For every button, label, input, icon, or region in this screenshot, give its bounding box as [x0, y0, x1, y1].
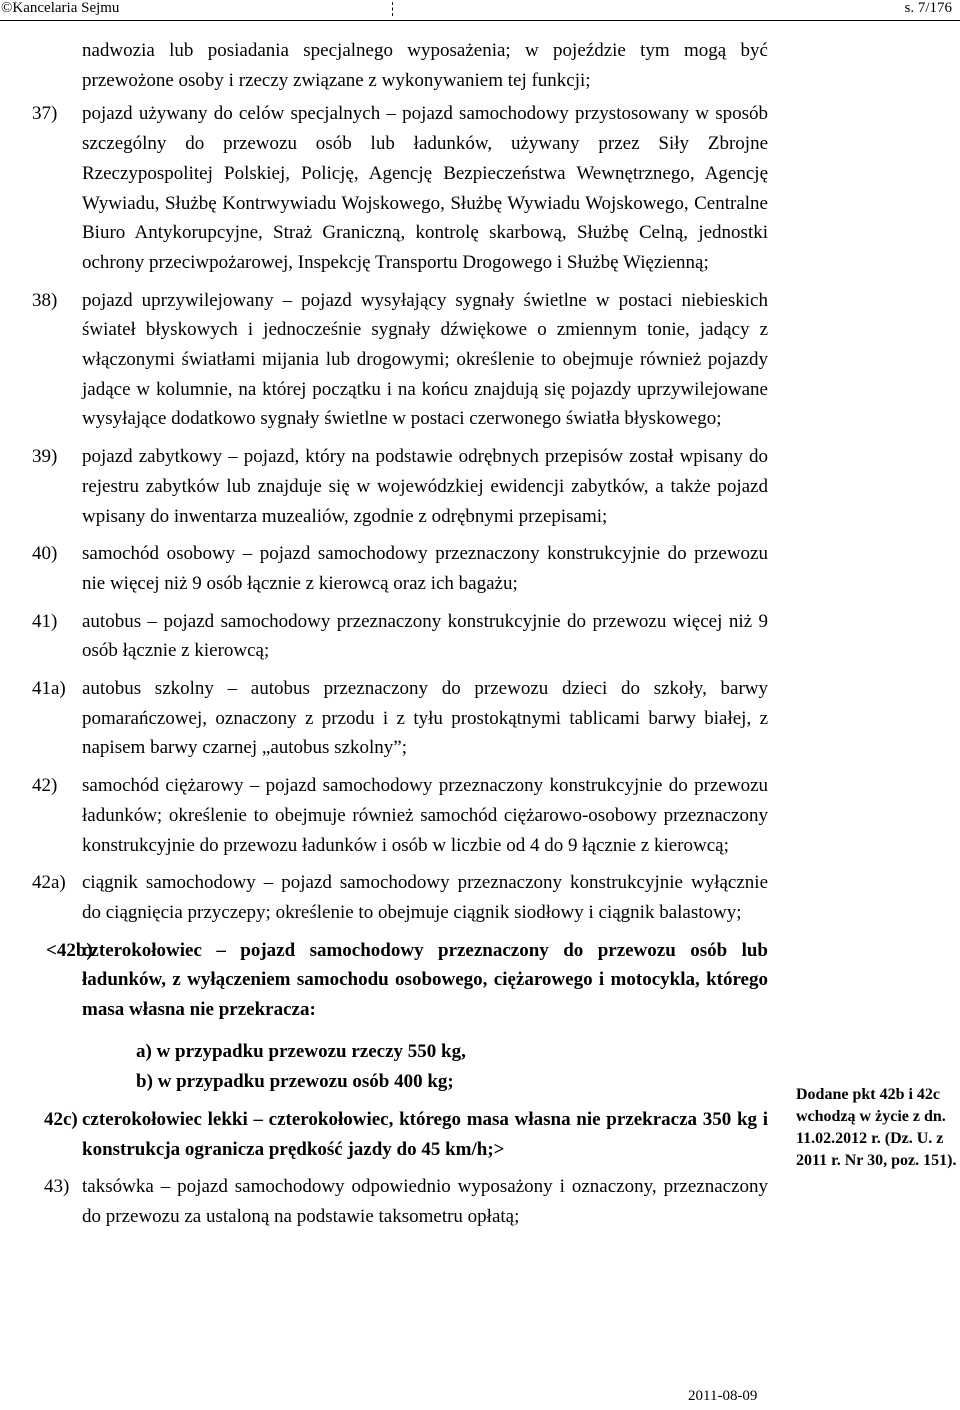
list-item-41a — [32, 674, 768, 763]
page-header — [0, 0, 960, 21]
list-item-42c — [32, 1105, 768, 1164]
item-number: 42c) — [44, 1108, 78, 1130]
margin-note: Dodane pkt 42b i 42c wchodzą w życie z dn. 11.02.2012 r. (Dz. U. z 2011 r. Nr 30, poz. 151). — [796, 1086, 957, 1169]
sublist-item-b: b) w przypadku przewozu osób 400 kg; — [136, 1070, 454, 1092]
item-number: 41a) — [32, 678, 66, 700]
list-item-40 — [32, 539, 768, 598]
item-text: pojazd zabytkowy – pojazd, który na podstawie odrębnych przepisów został wpisany do rejestru zabytków lub znajduje się w wojewódzkiej ewidencji zabytków, a także pojazd wpisany do inwentarza muzealiów, zgodnie z odrębnymi przepisami; — [82, 446, 768, 527]
amendment-block — [32, 936, 768, 1165]
item-number: 37) — [32, 103, 58, 125]
item-number: 42a) — [32, 872, 66, 894]
footer-date: 2011-08-09 — [688, 1388, 758, 1404]
header-page-number: s. 7/176 — [904, 0, 952, 16]
list-item-39 — [32, 442, 768, 531]
document-body — [32, 36, 768, 1232]
list-item-42a — [32, 868, 768, 927]
sublist — [32, 1037, 768, 1097]
list-item-42 — [32, 771, 768, 860]
list-item-41 — [32, 607, 768, 666]
item-number: 39) — [32, 446, 58, 468]
item-number: 40) — [32, 543, 58, 565]
intro-paragraph: nadwozia lub posiadania specjalnego wyposażenia; w pojeździe tym mogą być przewożone osoby i rzeczy związane z wykonywaniem tej funkcji; — [82, 40, 768, 91]
item-text: autobus – pojazd samochodowy przeznaczony konstrukcyjnie do przewozu więcej niż 9 osób łącznie z kierowcą; — [82, 610, 768, 662]
item-number: 38) — [32, 289, 58, 311]
sublist-item-a: a) w przypadku przewozu rzeczy 550 kg, — [136, 1040, 466, 1062]
item-text: samochód osobowy – pojazd samochodowy przeznaczony konstrukcyjnie do przewozu nie więcej niż 9 osób łącznie z kierowcą oraz ich bagażu; — [82, 543, 768, 594]
header-copyright: ©Kancelaria Sejmu — [1, 0, 120, 16]
item-text: czterokołowiec lekki – czterokołowiec, którego masa własna nie przekracza 350 kg i konstrukcja ogranicza prędkość jazdy do 45 km/h;> — [82, 1108, 768, 1160]
list-item-43 — [32, 1172, 768, 1231]
header-divider — [392, 2, 394, 16]
item-text: pojazd uprzywilejowany – pojazd wysyłający sygnały świetlne w postaci niebieskich świateł błyskowych i jednocześnie sygnały dźwiękowe o zmiennym tonie, jadący z włączonymi światłami mijania lub drogowymi; określenie to obejmuje również pojazdy jadące w kolumnie, na której początku i na końcu znajdują się pojazdy uprzywilejowane wysyłające dodatkowo sygnały świetlne w postaci czerwonego światła błyskowego; — [82, 289, 768, 430]
list-item-42b — [32, 936, 768, 1025]
item-number: <42b) — [46, 939, 93, 961]
item-number: 43) — [44, 1176, 70, 1198]
item-number: 41) — [32, 610, 58, 632]
item-text: pojazd używany do celów specjalnych – pojazd samochodowy przystosowany w sposób szczególny do przewozu osób lub ładunków, używany przez Siły Zbrojne Rzeczypospolitej Polskiej, Policję, Agencję Bezpieczeństwa Wewnętrznego, Agencję Wywiadu, Służbę Kontrwywiadu Wojskowego, Służbę Wywiadu Wojskowego, Centralne Biuro Antykorupcyjne, Straż Graniczną, kontrolę skarbową, Służbę Celną, jednostki ochrony przeciwpożarowej, Inspekcję Transportu Drogowego i Służbę Więzienną; — [82, 103, 768, 273]
list-item-37 — [32, 99, 768, 277]
item-text: ciągnik samochodowy – pojazd samochodowy przeznaczony konstrukcyjnie wyłącznie do ciągnięcia przyczepy; określenie to obejmuje ciągnik siodłowy i ciągnik balastowy; — [82, 872, 768, 923]
item-text: czterokołowiec – pojazd samochodowy przeznaczony do przewozu osób lub ładunków, z wyłączeniem samochodu osobowego, ciężarowego i motocykla, którego masa własna nie przekracza: — [82, 939, 768, 1021]
item-number: 42) — [32, 775, 58, 797]
list-item-38 — [32, 286, 768, 435]
item-text: samochód ciężarowy – pojazd samochodowy przeznaczony konstrukcyjnie do przewozu ładunków; określenie to obejmuje również samochód ciężarowo-osobowy przeznaczony konstrukcyjnie do przewozu ładunków i osób w liczbie od 4 do 9 łącznie z kierowcą; — [82, 775, 768, 856]
item-text: taksówka – pojazd samochodowy odpowiednio wyposażony i oznaczony, przeznaczony do przewozu za ustaloną na podstawie taksometru opłatą; — [82, 1176, 768, 1227]
item-text: autobus szkolny – autobus przeznaczony do przewozu dzieci do szkoły, barwy pomarańczowej, oznaczony z przodu i z tyłu prostokątnymi tablicami barwy białej, z napisem barwy czarnej „autobus szkolny”; — [82, 678, 768, 759]
